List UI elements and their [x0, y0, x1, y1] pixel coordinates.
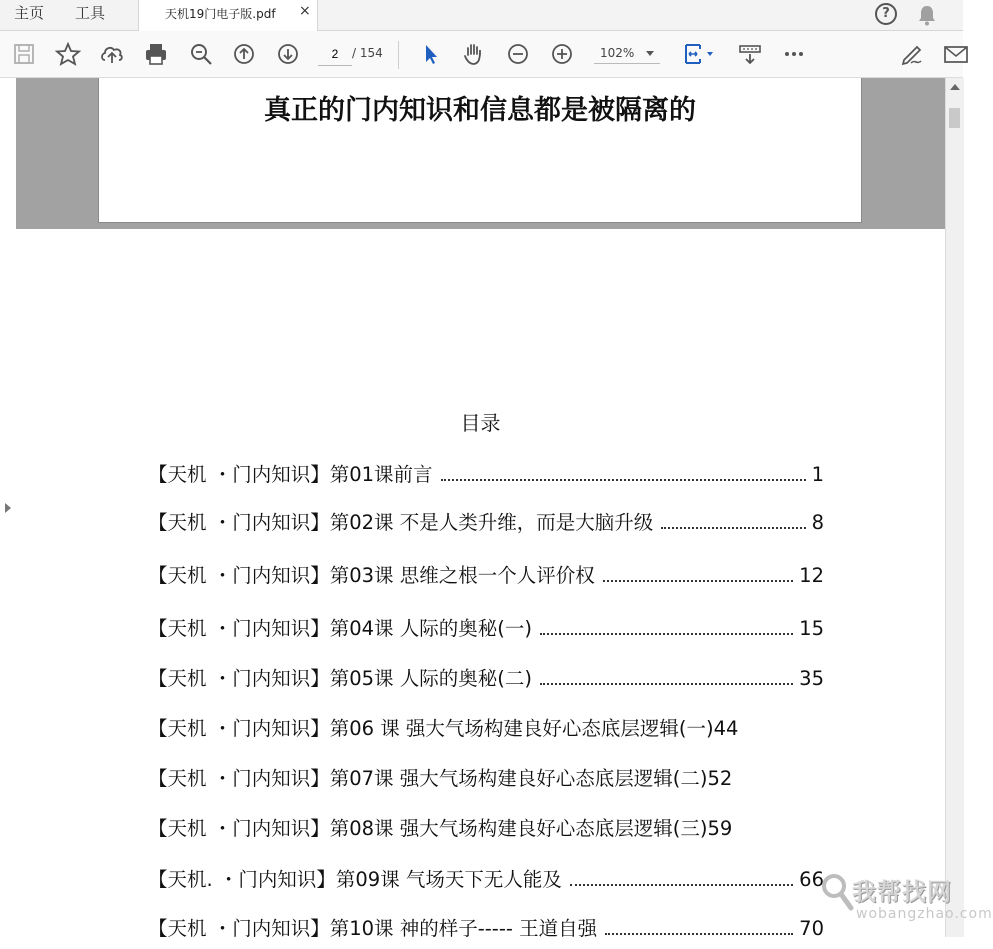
- close-tab-icon[interactable]: ×: [299, 3, 311, 19]
- toc-leader: [441, 479, 806, 481]
- toc-entry-text: 【天机 ・门内知识】第04课 人际的奥秘(一): [148, 617, 532, 640]
- toc-leader: [603, 580, 793, 582]
- toc-entry-text: 【天机. ・门内知识】第09课 气场天下无人能及: [148, 868, 562, 891]
- toc-entry[interactable]: [148, 864, 824, 892]
- toc-entry-text: 【天机 ・门内知识】第05课 人际的奥秘(二): [148, 667, 532, 690]
- toc-entry-text: 【天机 ・门内知识】第08课 强大气场构建良好心态底层逻辑(三): [148, 817, 708, 840]
- toc-entry-page: 59: [707, 817, 733, 840]
- toc-entry[interactable]: [148, 813, 824, 841]
- vertical-scrollbar[interactable]: [945, 78, 964, 937]
- toc-entry-page: 12: [799, 564, 824, 587]
- watermark-url: wobangzhao.com: [856, 906, 993, 922]
- toc-title: 目录: [460, 411, 501, 435]
- upload-cloud-icon[interactable]: [97, 39, 127, 69]
- previous-page-icon[interactable]: [229, 39, 259, 69]
- watermark: [818, 868, 993, 934]
- toc-entry-page: 15: [799, 617, 824, 640]
- bell-icon[interactable]: [917, 4, 937, 30]
- chevron-down-icon: [646, 51, 654, 56]
- hand-tool-icon[interactable]: [459, 39, 489, 69]
- toc-entry-page: 44: [713, 717, 739, 740]
- next-page-icon[interactable]: [273, 39, 303, 69]
- page-separator: [16, 78, 945, 229]
- toc-entry[interactable]: [148, 663, 824, 691]
- zoom-out-icon[interactable]: [503, 39, 533, 69]
- scroll-up-icon[interactable]: [950, 84, 960, 90]
- zoom-value: 102%: [600, 46, 635, 60]
- email-icon[interactable]: [940, 39, 963, 69]
- read-mode-icon[interactable]: [735, 39, 765, 69]
- tab-document[interactable]: [138, 0, 318, 31]
- tab-home[interactable]: 主页: [14, 4, 45, 22]
- scrollbar-thumb[interactable]: [949, 108, 960, 128]
- toc-entry[interactable]: [148, 613, 824, 641]
- toc-entry[interactable]: [148, 913, 824, 941]
- toc-entry[interactable]: [148, 560, 824, 588]
- zoom-select[interactable]: [594, 43, 660, 64]
- navigation-pane-toggle[interactable]: [0, 78, 17, 937]
- pdf-page-2: [16, 229, 945, 949]
- tab-tools[interactable]: 工具: [75, 4, 106, 22]
- toc-leader: [540, 633, 793, 635]
- document-viewer[interactable]: [16, 78, 945, 940]
- toc-entry[interactable]: [148, 713, 824, 741]
- toc-entry-page: 66: [799, 868, 824, 891]
- toolbar-divider: [398, 41, 399, 69]
- pdf-page-1: [98, 78, 862, 223]
- page-total: / 154: [352, 46, 383, 60]
- toc-leader: [540, 683, 793, 685]
- toc-entry-page: 70: [799, 917, 824, 940]
- toc-leader: [661, 527, 805, 529]
- bookmark-star-icon[interactable]: [53, 39, 83, 69]
- toc-entry-page: 1: [811, 463, 824, 486]
- toc-leader: [570, 884, 793, 886]
- magnifier-logo-icon: [820, 872, 854, 912]
- toc-entry-text: 【天机 ・门内知识】第07课 强大气场构建良好心态底层逻辑(二): [148, 767, 708, 790]
- chevron-right-icon: [5, 503, 11, 513]
- watermark-text: 我帮找网: [852, 878, 952, 906]
- page-heading: 真正的门内知识和信息都是被隔离的: [264, 95, 696, 126]
- toc-entry-page: 8: [811, 511, 824, 534]
- toc-entry-page: 35: [799, 667, 824, 690]
- toc-entry[interactable]: [148, 763, 824, 791]
- fit-page-icon[interactable]: [680, 39, 718, 69]
- page-number-input[interactable]: [318, 43, 352, 66]
- print-icon[interactable]: [141, 39, 171, 69]
- toc-leader: [605, 933, 793, 935]
- help-icon[interactable]: ?: [875, 3, 897, 25]
- document-tab-title: 天机19门电子版.pdf: [165, 7, 276, 21]
- toc-entry-text: 【天机 ・门内知识】第10课 神的样子----- 王道自强: [148, 917, 598, 940]
- more-icon[interactable]: [779, 39, 809, 69]
- zoom-in-icon[interactable]: [547, 39, 577, 69]
- save-icon[interactable]: [9, 39, 39, 69]
- toc-entry-text: 【天机 ・门内知识】第06 课 强大气场构建良好心态底层逻辑(一): [148, 717, 714, 740]
- sign-icon[interactable]: [897, 39, 927, 69]
- zoom-out-search-icon[interactable]: [186, 39, 216, 69]
- toc-entry-text: 【天机 ・门内知识】第01课前言: [148, 463, 433, 486]
- tab-bar: [0, 0, 963, 31]
- toc-entry-page: 52: [707, 767, 733, 790]
- toc-entry-text: 【天机 ・门内知识】第02课 不是人类升维，而是大脑升级: [148, 511, 654, 534]
- select-cursor-icon[interactable]: [416, 39, 446, 69]
- toolbar: [0, 31, 963, 78]
- toc-entry[interactable]: [148, 507, 824, 535]
- toc-entry[interactable]: [148, 459, 824, 487]
- toc-entry-text: 【天机 ・门内知识】第03课 思维之根一个人评价权: [148, 564, 595, 587]
